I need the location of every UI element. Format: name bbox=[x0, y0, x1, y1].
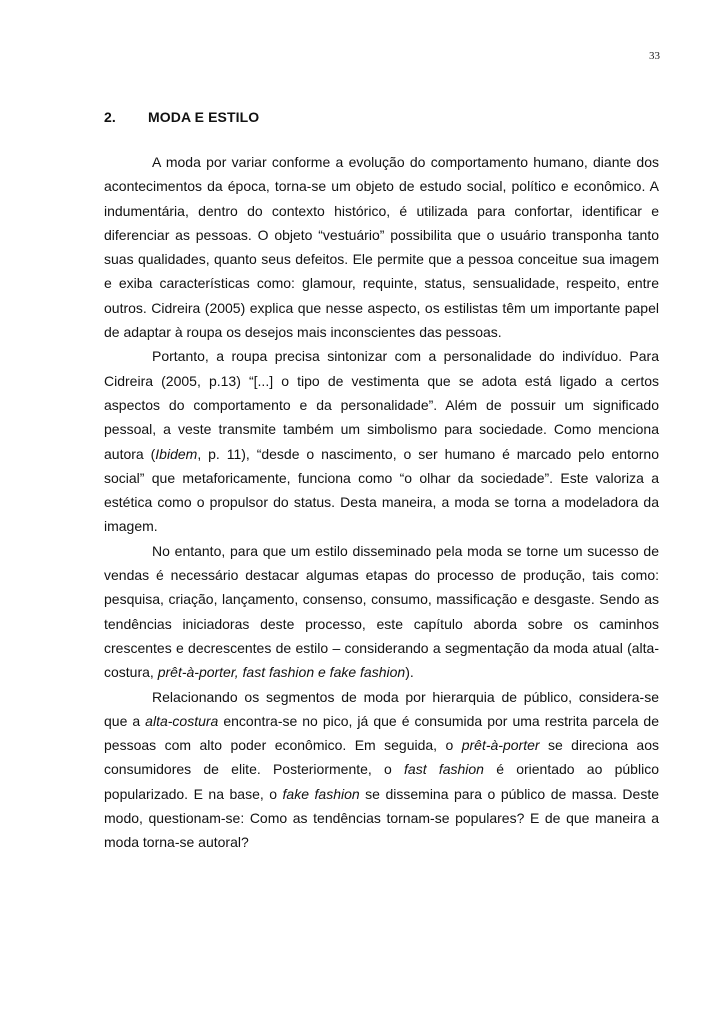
italic-text: prêt-à-porter bbox=[461, 737, 540, 754]
section-title: MODA E ESTILO bbox=[148, 109, 260, 125]
paragraph bbox=[104, 685, 659, 855]
italic-text: fake fashion bbox=[282, 785, 360, 802]
italic-text: alta-costura bbox=[145, 712, 219, 729]
paragraph bbox=[104, 539, 659, 685]
page-number: 33 bbox=[649, 50, 660, 62]
paragraph-text: No entanto, para que um estilo disseminado pela moda se torne um sucesso de vendas é necessário destacar algumas etapas do processo de produção, tais como: pesquisa, criação, lançamento, consenso, consumo, massificação e desgaste. Sendo as tendências iniciadoras deste processo, este capítulo aborda sobre os caminhos crescentes e decrescentes de estilo – considerando a segmentação da moda atual (alta-costura, bbox=[104, 542, 659, 681]
paragraph-text: se dissemina para o público de massa. Deste modo, questionam-se: Como as tendências tornam-se populares? E de que maneira a moda torna-se autoral? bbox=[104, 785, 659, 851]
italic-text: Ibidem bbox=[155, 445, 198, 462]
paragraph-text: Portanto, a roupa precisa sintonizar com a personalidade do indivíduo. Para Cidreira (2005, p.13) “[...] o tipo de vestimenta que se adota está ligado a certos aspectos do comportamento e da personalidade”. Além de possuir um significado pessoal, a veste transmite também um simbolismo para sociedade. Como menciona autora ( bbox=[104, 348, 659, 462]
section-number: 2. bbox=[104, 109, 116, 125]
paragraph-text: se direciona aos consumidores de elite. Posteriormente, o bbox=[104, 737, 659, 778]
paragraph-text: ). bbox=[405, 664, 414, 681]
section-heading bbox=[104, 109, 259, 125]
paragraph-text: A moda por variar conforme a evolução do comportamento humano, diante dos acontecimentos da época, torna-se um objeto de estudo social, político e econômico. A indumentária, dentro do contexto histórico, é utilizada para confortar, identificar e diferenciar as pessoas. O objeto “vestuário” possibilita que o usuário transponha tanto suas qualidades, quanto seus defeitos. Ele permite que a pessoa conceitue sua imagem e exiba características como: glamour, requinte, status, sensualidade, respeito, entre outros. Cidreira (2005) explica que nesse aspecto, os estilistas têm um importante papel de adaptar à roupa os desejos mais inconscientes das pessoas. bbox=[104, 154, 659, 341]
paragraph-text: Relacionando os segmentos de moda por hierarquia de público, considera-se que a bbox=[104, 688, 659, 729]
paragraph-text: , p. 11), “desde o nascimento, o ser humano é marcado pelo entorno social” que metaforicamente, funciona como “o olhar da sociedade”. Este valoriza a estética como o propulsor do status. Desta maneira, a moda se torna a modeladora da imagem. bbox=[104, 445, 660, 535]
paragraph-text: encontra-se no pico, já que é consumida por uma restrita parcela de pessoas com alto poder econômico. Em seguida, o bbox=[104, 712, 659, 754]
body-text bbox=[104, 150, 659, 855]
italic-text: prêt-à-porter, fast fashion e fake fashion bbox=[157, 664, 406, 681]
paragraph bbox=[104, 150, 659, 344]
paragraph bbox=[104, 344, 659, 538]
paragraph-text: é orientado ao público popularizado. E na base, o bbox=[104, 761, 659, 802]
italic-text: fast fashion bbox=[404, 761, 484, 778]
